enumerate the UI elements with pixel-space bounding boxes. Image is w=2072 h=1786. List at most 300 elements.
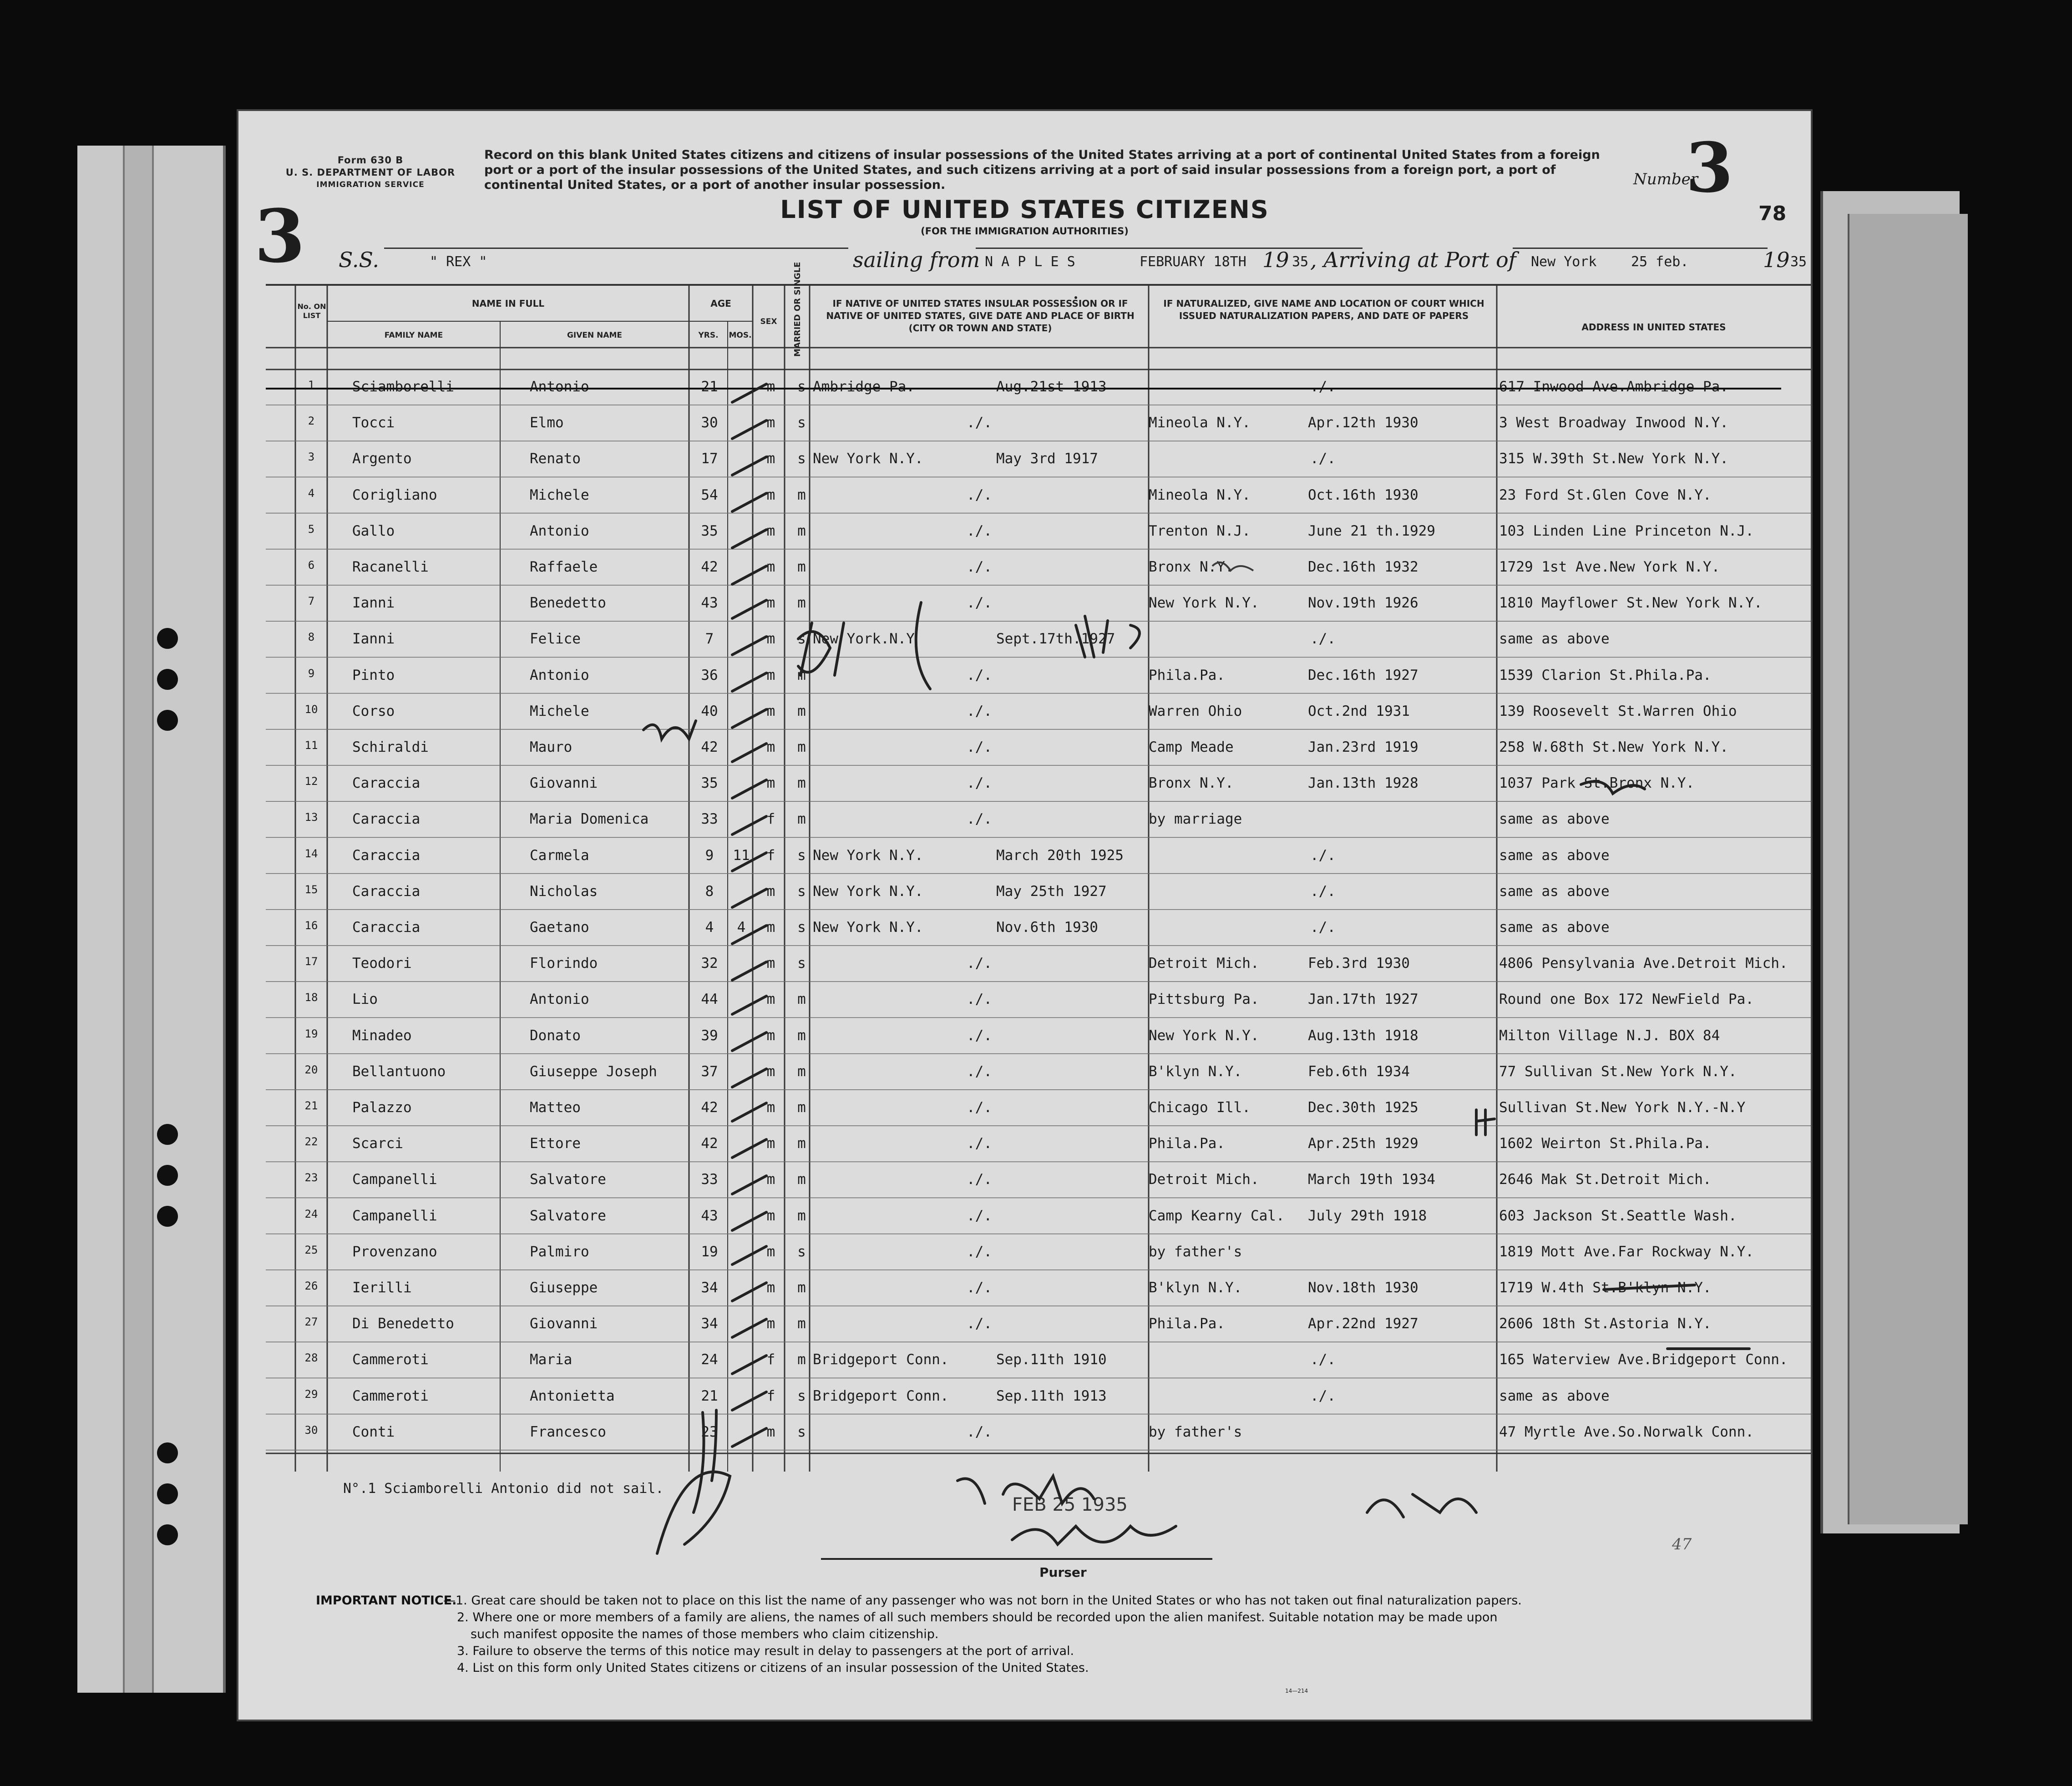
age-years: 42 <box>701 739 718 755</box>
family-name: Conti <box>352 1423 395 1440</box>
naturalization-court: B'klyn N.Y. <box>1149 1063 1242 1080</box>
age-years: 17 <box>701 450 718 467</box>
arrival-year: 35 <box>1790 254 1807 270</box>
row-number: 12 <box>304 775 318 788</box>
given-name: Renato <box>530 450 581 467</box>
table-row <box>238 730 1811 765</box>
ditto-mark: ./. <box>967 1171 992 1188</box>
row-number: 27 <box>304 1315 318 1329</box>
table-row <box>238 838 1811 874</box>
given-name: Nicholas <box>530 883 598 900</box>
given-name: Giovanni <box>530 1315 598 1332</box>
given-name: Carmela <box>530 847 589 864</box>
family-name: Corigliano <box>352 486 437 503</box>
ship-name: " REX " <box>430 254 487 270</box>
birth-date: Sep.11th 1913 <box>996 1387 1107 1404</box>
notice-item-4: 4. List on this form only United States citizens or citizens of an insular possession of the United States. <box>457 1661 1089 1675</box>
ditto-mark: ./. <box>967 1099 992 1116</box>
marital-status: s <box>797 379 806 395</box>
given-name: Giuseppe <box>530 1280 598 1296</box>
naturalization-court: by father's <box>1149 1243 1242 1260</box>
family-name: Gallo <box>352 522 395 539</box>
sex: m <box>766 1315 775 1332</box>
age-years: 35 <box>701 775 718 792</box>
ditto-mark: ./. <box>967 486 992 503</box>
family-name: Minadeo <box>352 1027 412 1044</box>
birth-place: New York N.Y. <box>813 847 923 864</box>
ditto-mark: ./. <box>967 991 992 1008</box>
marital-status: m <box>797 595 806 612</box>
age-years: 42 <box>701 559 718 575</box>
naturalization-court: Mineola N.Y. <box>1149 486 1251 503</box>
naturalization-court: Phila.Pa. <box>1149 1135 1225 1152</box>
naturalization-date: Apr.12th 1930 <box>1308 415 1418 431</box>
ditto-mark: ./. <box>967 739 992 755</box>
address: Milton Village N.J. BOX 84 <box>1499 1027 1720 1044</box>
family-name: Campanelli <box>352 1207 437 1224</box>
family-name: Caraccia <box>352 847 420 864</box>
sex: m <box>766 1207 775 1224</box>
sex: m <box>766 1027 775 1044</box>
given-name: Antonio <box>530 379 589 395</box>
notice-item-1: —1. Great care should be taken not to place on this list the name of any passenger who was not born in the United States or who has not taken out final naturalization papers. <box>443 1594 1522 1608</box>
naturalization-date: July 29th 1918 <box>1308 1207 1427 1224</box>
naturalization-date: Nov.19th 1926 <box>1308 595 1418 612</box>
age-years: 34 <box>701 1315 718 1332</box>
header-native: IF NATIVE OF UNITED STATES INSULAR POSSESSION OR IF NATIVE OF UNITED STATES, GIVE DATE AND PLACE OF BIRTH (CITY OR TOWN AND STATE) <box>826 298 1135 334</box>
table-row <box>238 441 1811 477</box>
given-name: Giovanni <box>530 775 598 792</box>
header-yrs: YRS. <box>698 331 719 340</box>
naturalization-date: Aug.13th 1918 <box>1308 1027 1418 1044</box>
table-row <box>238 1199 1811 1234</box>
address: 315 W.39th St.New York N.Y. <box>1499 450 1728 467</box>
form-identifier <box>282 154 459 191</box>
table-row <box>238 910 1811 946</box>
age-years: 42 <box>701 1099 718 1116</box>
address: 4806 Pensylvania Ave.Detroit Mich. <box>1499 955 1788 972</box>
arrival-port: New York <box>1531 254 1597 270</box>
sailing-label: sailing from <box>853 248 980 272</box>
row-number: 1 <box>308 379 315 391</box>
family-name: Pinto <box>352 667 395 683</box>
header-mos: MOS. <box>729 331 752 340</box>
arrival-date: 25 feb. <box>1631 254 1689 270</box>
naturalization-court: New York N.Y. <box>1149 1027 1259 1044</box>
row-number: 6 <box>308 559 315 572</box>
sheet-mark: 78 <box>1758 202 1787 225</box>
age-years: 23 <box>701 1423 718 1440</box>
number-label: Number <box>1633 170 1698 188</box>
naturalization-court: Warren Ohio <box>1149 703 1242 719</box>
table-row <box>238 802 1811 837</box>
given-name: Antonio <box>530 667 589 683</box>
sex: m <box>766 1099 775 1116</box>
given-name: Benedetto <box>530 595 606 612</box>
family-name: Argento <box>352 450 412 467</box>
header-family-name: FAMILY NAME <box>384 331 443 340</box>
age-years: 43 <box>701 595 718 612</box>
birth-date: March 20th 1925 <box>996 847 1124 864</box>
page-subtitle: (FOR THE IMMIGRATION AUTHORITIES) <box>921 226 1129 237</box>
birth-date: Nov.6th 1930 <box>996 919 1098 936</box>
punch-hole <box>157 1124 178 1145</box>
marital-status: s <box>797 847 806 864</box>
naturalization-date: Feb.6th 1934 <box>1308 1063 1410 1080</box>
given-name: Francesco <box>530 1423 606 1440</box>
naturalization-court: New York N.Y. <box>1149 595 1259 612</box>
birth-place: New York N.Y. <box>813 919 923 936</box>
row-number: 18 <box>304 991 318 1004</box>
purser-signature-line <box>821 1558 1212 1560</box>
row-number: 5 <box>308 522 315 536</box>
family-name: Caraccia <box>352 775 420 792</box>
table-row <box>238 405 1811 441</box>
naturalization-court: Mineola N.Y. <box>1149 415 1251 431</box>
given-name: Elmo <box>530 415 564 431</box>
marital-status: s <box>797 631 806 648</box>
given-name: Matteo <box>530 1099 581 1116</box>
sex: f <box>766 1351 775 1368</box>
row-number: 26 <box>304 1280 318 1292</box>
table-row <box>238 622 1811 657</box>
family-name: Lio <box>352 991 378 1008</box>
address: Round one Box 172 NewField Pa. <box>1499 991 1754 1008</box>
row-number: 3 <box>308 450 315 464</box>
given-name: Mauro <box>530 739 572 755</box>
birth-place: Bridgeport Conn. <box>813 1387 949 1404</box>
header-naturalized: IF NATURALIZED, GIVE NAME AND LOCATION OF COURT WHICH ISSUED NATURALIZATION PAPERS, AND DATE OF PAPERS <box>1163 298 1484 321</box>
underline <box>976 248 1363 249</box>
naturalization-court: Pittsburg Pa. <box>1149 991 1259 1008</box>
family-name: Corso <box>352 703 395 719</box>
ditto-mark: ./. <box>967 1135 992 1152</box>
birth-date: Sept.17th.1927 <box>996 631 1115 648</box>
record-instructions: Record on this blank United States citizens and citizens of insular possessions of the United States arriving at a port of continental United States from a foreign port or a port of the insular possessions of the United States, and such citizens arriving at a port of said insular possessions from a foreign port, a port of continental United States, or a port of another insular possession. <box>484 148 1600 192</box>
punch-hole <box>157 628 178 649</box>
department: U. S. DEPARTMENT OF LABOR <box>285 167 456 178</box>
underline <box>384 248 848 249</box>
birth-date: Sep.11th 1910 <box>996 1351 1107 1368</box>
birth-date: May 3rd 1917 <box>996 450 1098 467</box>
marital-status: m <box>797 1171 806 1188</box>
row-number: 4 <box>308 486 315 500</box>
given-name: Antonio <box>530 522 589 539</box>
marital-status: m <box>797 775 806 792</box>
header-age: AGE <box>710 298 731 309</box>
row-number: 17 <box>304 955 318 968</box>
family-name: Sciamborelli <box>352 379 454 395</box>
header-sex: SEX <box>760 317 777 326</box>
address: Sullivan St.New York N.Y.-N.Y <box>1499 1099 1746 1116</box>
marital-status: s <box>797 1423 806 1440</box>
binding-strip <box>123 146 154 1693</box>
ditto-mark: ./. <box>1310 1351 1336 1368</box>
table-row <box>238 1270 1811 1306</box>
arriving-label: , Arriving at Port of <box>1310 248 1516 272</box>
naturalization-court: Bronx N.Y. <box>1149 559 1234 575</box>
address: same as above <box>1499 919 1610 936</box>
given-name: Antonietta <box>530 1387 615 1404</box>
sex: m <box>766 955 775 972</box>
sex: m <box>766 1135 775 1152</box>
age-years: 34 <box>701 1280 718 1296</box>
address: same as above <box>1499 883 1610 900</box>
table-row <box>238 1162 1811 1198</box>
table-row <box>238 1090 1811 1126</box>
family-name: Campanelli <box>352 1171 437 1188</box>
row-number: 25 <box>304 1243 318 1256</box>
sex: m <box>766 1423 775 1440</box>
birth-place: Ambridge Pa. <box>813 379 915 395</box>
age-years: 4 <box>705 919 714 936</box>
family-name: Cammeroti <box>352 1351 429 1368</box>
marital-status: m <box>797 991 806 1008</box>
family-name: Caraccia <box>352 919 420 936</box>
age-years: 32 <box>701 955 718 972</box>
marital-status: m <box>797 1099 806 1116</box>
naturalization-court: Camp Meade <box>1149 739 1234 755</box>
notice-item-3: 3. Failure to observe the terms of this notice may result in delay to passengers at the port of arrival. <box>457 1644 1074 1658</box>
sex: m <box>766 667 775 683</box>
table-row <box>238 369 1811 405</box>
table-row <box>238 478 1811 513</box>
form-code: 14—214 <box>1285 1688 1308 1694</box>
address: 1602 Weirton St.Phila.Pa. <box>1499 1135 1712 1152</box>
naturalization-court: by father's <box>1149 1423 1242 1440</box>
age-years: 24 <box>701 1351 718 1368</box>
voyage-line <box>339 248 1807 275</box>
notice-item-2-cont: such manifest opposite the names of those members who claim citizenship. <box>471 1627 939 1641</box>
ditto-mark: ./. <box>967 1423 992 1440</box>
naturalization-date: Apr.22nd 1927 <box>1308 1315 1418 1332</box>
list-number: 3 <box>1686 128 1733 208</box>
sex: m <box>766 991 775 1008</box>
marital-status: m <box>797 703 806 719</box>
address: 47 Myrtle Ave.So.Norwalk Conn. <box>1499 1423 1754 1440</box>
marital-status: m <box>797 559 806 575</box>
manifest-page <box>237 109 1813 1721</box>
departure-year: 35 <box>1292 254 1309 270</box>
family-name: Scarci <box>352 1135 403 1152</box>
family-name: Racanelli <box>352 559 429 575</box>
naturalization-date: Apr.25th 1929 <box>1308 1135 1418 1152</box>
ditto-mark: ./. <box>967 1063 992 1080</box>
row-number: 10 <box>304 703 318 716</box>
marital-status: m <box>797 1351 806 1368</box>
age-years: 44 <box>701 991 718 1008</box>
sex: f <box>766 847 775 864</box>
age-years: 9 <box>705 847 714 864</box>
underlying-page-right-back <box>1848 214 1968 1524</box>
strikethrough <box>266 388 1781 390</box>
marital-status: s <box>797 1243 806 1260</box>
row-number: 16 <box>304 919 318 932</box>
ditto-mark: ./. <box>1310 631 1336 648</box>
ditto-mark: ./. <box>1310 883 1336 900</box>
sex: m <box>766 919 775 936</box>
big-list-number: 3 <box>254 193 305 279</box>
address: 3 West Broadway Inwood N.Y. <box>1499 415 1728 431</box>
table-row <box>238 1342 1811 1378</box>
table-row <box>238 1306 1811 1342</box>
address: 1729 1st Ave.New York N.Y. <box>1499 559 1720 575</box>
row-number: 2 <box>308 415 315 428</box>
sex: m <box>766 631 775 648</box>
birth-place: Bridgeport Conn. <box>813 1351 949 1368</box>
sex: m <box>766 1243 775 1260</box>
punch-hole <box>157 1483 178 1504</box>
address: 1719 W.4th St.B'klyn N.Y. <box>1499 1280 1712 1296</box>
given-name: Michele <box>530 703 589 719</box>
row-number: 9 <box>308 667 315 680</box>
sex: m <box>766 379 775 395</box>
ditto-mark: ./. <box>1310 847 1336 864</box>
naturalization-date: Jan.17th 1927 <box>1308 991 1418 1008</box>
age-years: 33 <box>701 811 718 828</box>
year-prefix: 19 <box>1763 248 1790 272</box>
address: 139 Roosevelt St.Warren Ohio <box>1499 703 1737 719</box>
marital-status: s <box>797 955 806 972</box>
table-row <box>238 1054 1811 1090</box>
birth-date: May 25th 1927 <box>996 883 1107 900</box>
naturalization-date: Dec.30th 1925 <box>1308 1099 1418 1116</box>
address: 103 Linden Line Princeton N.J. <box>1499 522 1754 539</box>
birth-place: New York.N.Y <box>813 631 915 648</box>
ditto-mark: ./. <box>967 1315 992 1332</box>
ditto-mark: ./. <box>1310 450 1336 467</box>
age-years: 36 <box>701 667 718 683</box>
family-name: Teodori <box>352 955 412 972</box>
age-years: 7 <box>705 631 714 648</box>
table-row <box>238 694 1811 729</box>
age-years: 8 <box>705 883 714 900</box>
ditto-mark: ./. <box>967 667 992 683</box>
row-number: 21 <box>304 1099 318 1112</box>
sex: m <box>766 739 775 755</box>
table-row <box>238 1235 1811 1270</box>
row-number: 11 <box>304 739 318 752</box>
given-name: Raffaele <box>530 559 598 575</box>
row-number: 19 <box>304 1027 318 1040</box>
header-name-in-full: NAME IN FULL <box>471 298 545 309</box>
departure-port: N A P L E S <box>985 254 1075 270</box>
address: 603 Jackson St.Seattle Wash. <box>1499 1207 1737 1224</box>
ditto-mark: ./. <box>967 955 992 972</box>
marital-status: m <box>797 739 806 755</box>
row-number: 13 <box>304 811 318 824</box>
row-number: 24 <box>304 1207 318 1220</box>
marital-status: m <box>797 1207 806 1224</box>
family-name: Cammeroti <box>352 1387 429 1404</box>
sex: m <box>766 1280 775 1296</box>
header-given-name: GIVEN NAME <box>567 331 623 340</box>
naturalization-court: Phila.Pa. <box>1149 667 1225 683</box>
table-row <box>238 874 1811 910</box>
row-number: 28 <box>304 1351 318 1365</box>
naturalization-date: Feb.3rd 1930 <box>1308 955 1410 972</box>
header-married-single: MARRIED OR SINGLE <box>793 262 802 357</box>
naturalization-date: Oct.16th 1930 <box>1308 486 1418 503</box>
footnote: N°.1 Sciamborelli Antonio did not sail. <box>343 1481 664 1497</box>
family-name: Bellantuono <box>352 1063 446 1080</box>
ss-label: S.S. <box>339 248 379 272</box>
row-number: 29 <box>304 1387 318 1401</box>
ditto-mark: ./. <box>967 1027 992 1044</box>
row-number: 14 <box>304 847 318 860</box>
given-name: Palmiro <box>530 1243 589 1260</box>
table-row <box>238 658 1811 693</box>
marital-status: m <box>797 1280 806 1296</box>
age-years: 42 <box>701 1135 718 1152</box>
marital-status: s <box>797 883 806 900</box>
naturalization-date: Nov.18th 1930 <box>1308 1280 1418 1296</box>
sex: m <box>766 1063 775 1080</box>
marital-status: m <box>797 667 806 683</box>
sex: m <box>766 559 775 575</box>
punch-hole <box>157 710 178 731</box>
marital-status: m <box>797 486 806 503</box>
header-address: ADDRESS IN UNITED STATES <box>1581 322 1726 333</box>
table-row <box>238 1126 1811 1162</box>
ditto-mark: ./. <box>1310 919 1336 936</box>
departure-date: FEBRUARY 18TH <box>1140 254 1246 270</box>
family-name: Caraccia <box>352 811 420 828</box>
ditto-mark: ./. <box>967 415 992 431</box>
punch-hole <box>157 1165 178 1186</box>
family-name: Caraccia <box>352 883 420 900</box>
age-years: 21 <box>701 1387 718 1404</box>
naturalization-court: Bronx N.Y. <box>1149 775 1234 792</box>
punch-hole <box>157 1524 178 1545</box>
form-number: Form 630 B <box>337 155 404 166</box>
row-number: 20 <box>304 1063 318 1076</box>
page-mark: 47 <box>1672 1535 1692 1553</box>
naturalization-date: June 21 th.1929 <box>1308 522 1435 539</box>
naturalization-court: Detroit Mich. <box>1149 1171 1259 1188</box>
address: 1819 Mott Ave.Far Rockway N.Y. <box>1499 1243 1754 1260</box>
age-months: 11 <box>733 847 750 864</box>
marital-status: s <box>797 415 806 431</box>
marital-status: s <box>797 919 806 936</box>
naturalization-date: Jan.23rd 1919 <box>1308 739 1418 755</box>
address: 2606 18th St.Astoria N.Y. <box>1499 1315 1712 1332</box>
table-row <box>238 766 1811 801</box>
year-prefix: 19 <box>1262 248 1289 272</box>
address: same as above <box>1499 631 1610 648</box>
address: 165 Waterview Ave.Bridgeport Conn. <box>1499 1351 1788 1368</box>
age-years: 39 <box>701 1027 718 1044</box>
header-no-on-list: No. ON LIST <box>297 302 326 320</box>
given-name: Maria Domenica <box>530 811 649 828</box>
ditto-mark: ./. <box>967 1207 992 1224</box>
date-stamp: FEB 25 1935 <box>1012 1494 1128 1515</box>
sex: m <box>766 775 775 792</box>
address: 23 Ford St.Glen Cove N.Y. <box>1499 486 1712 503</box>
naturalization-court: B'klyn N.Y. <box>1149 1280 1242 1296</box>
ditto-mark: ./. <box>967 811 992 828</box>
birth-place: New York N.Y. <box>813 883 923 900</box>
naturalization-date: Dec.16th 1927 <box>1308 667 1418 683</box>
sex: f <box>766 1387 775 1404</box>
punch-hole <box>157 1442 178 1463</box>
given-name: Salvatore <box>530 1207 606 1224</box>
notice-item-2: 2. Where one or more members of a family are aliens, the names of all such members should be recorded upon the alien manifest. Suitable notation may be made upon <box>457 1610 1498 1624</box>
age-years: 43 <box>701 1207 718 1224</box>
age-years: 33 <box>701 1171 718 1188</box>
purser-label: Purser <box>1039 1565 1087 1580</box>
age-years: 30 <box>701 415 718 431</box>
